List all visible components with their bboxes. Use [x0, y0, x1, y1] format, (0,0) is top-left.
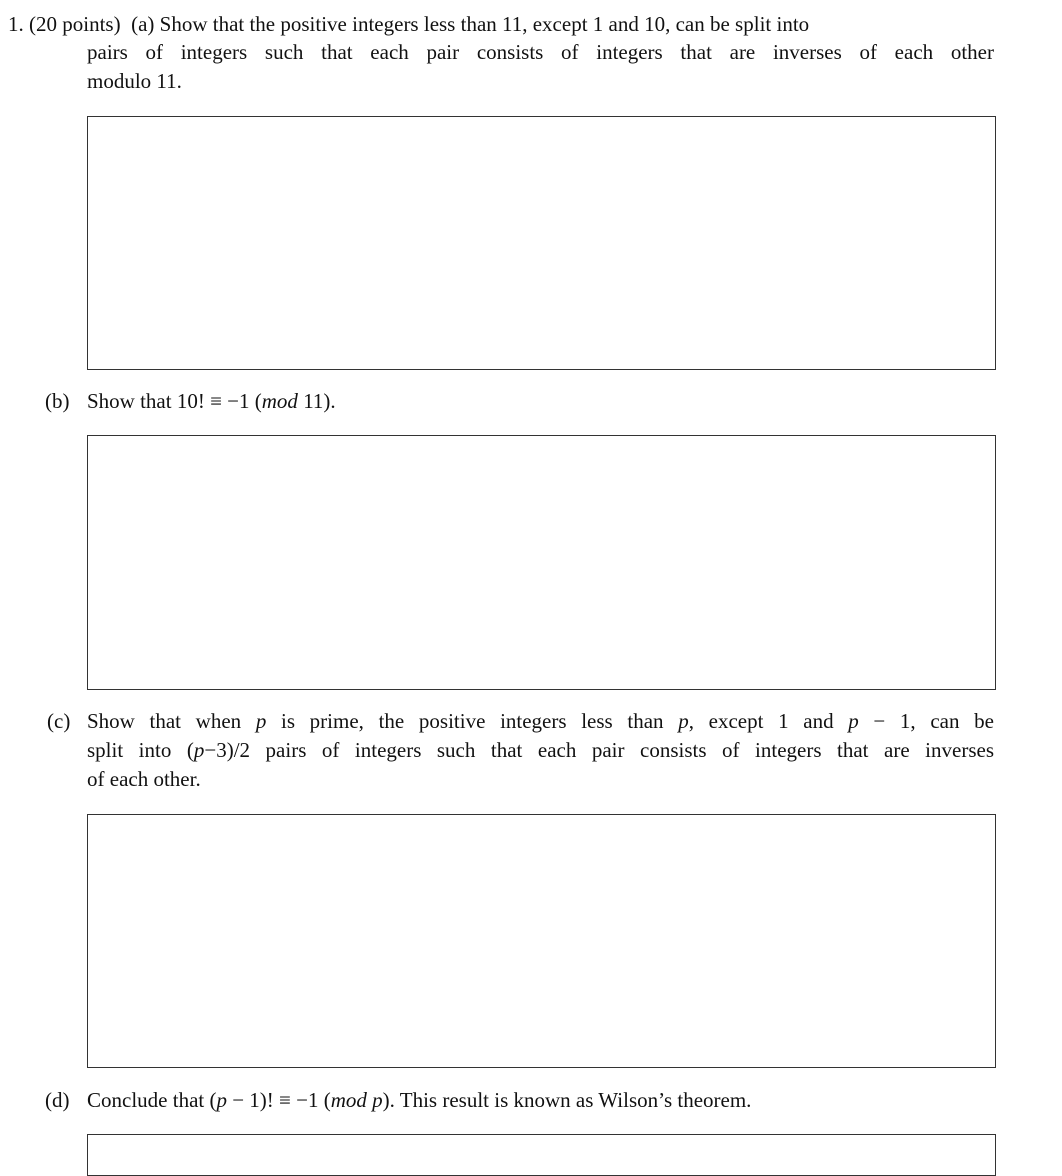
answer-box-c[interactable]	[87, 814, 996, 1068]
problem-points: (20 points)	[29, 12, 121, 36]
part-c-line-3: of each other.	[87, 767, 201, 791]
part-c-line-2	[87, 736, 994, 764]
part-d-text-a: Conclude that (	[87, 1088, 217, 1112]
part-d-var-p-1: p	[216, 1088, 227, 1112]
part-c-line1-c: , except 1 and	[688, 709, 849, 733]
part-c-line-1	[87, 707, 994, 735]
part-c-line2-b: −3)/2 pairs of integers such that each pair consists of integers that are inverses	[204, 738, 994, 762]
part-a-line-2: pairs of integers such that each pair consists of integers that are inverses of each other	[87, 40, 994, 64]
part-a-line-1: Show that the positive integers less than 11, except 1 and 10, can be split into	[159, 12, 810, 36]
answer-box-b[interactable]	[87, 435, 996, 690]
part-c-line2-a: split into (	[87, 738, 194, 762]
part-b-text-post: 11).	[297, 389, 336, 413]
part-d-mod-word: mod	[330, 1088, 367, 1112]
part-b-label: (b)	[45, 389, 70, 413]
part-c-var-p-3: p	[848, 709, 859, 733]
part-c-label: (c)	[47, 709, 71, 733]
part-d-label: (d)	[45, 1088, 70, 1112]
part-c-line1-a: Show that when	[87, 709, 256, 733]
part-b-text-pre: Show that 10! ≡ −1 (	[87, 389, 262, 413]
part-a-label: (a)	[131, 12, 155, 36]
problem-header	[8, 10, 809, 38]
part-c-line1-b: is prime, the positive integers less than	[266, 709, 679, 733]
part-d-var-p-2: p	[372, 1088, 383, 1112]
part-c-var-p-2: p	[678, 709, 689, 733]
part-c-line1-d: − 1, can be	[858, 709, 994, 733]
answer-box-a[interactable]	[87, 116, 996, 370]
part-b-statement	[87, 387, 336, 415]
part-c-var-p-4: p	[193, 738, 205, 762]
part-d-text-b: − 1)! ≡ −1 (	[226, 1088, 331, 1112]
part-c-var-p-1: p	[255, 709, 267, 733]
problem-number: 1.	[8, 12, 24, 36]
part-a-line-3: modulo 11.	[87, 69, 182, 93]
answer-box-d[interactable]	[87, 1134, 996, 1176]
part-d-statement	[87, 1086, 751, 1114]
part-d-text-c: ). This result is known as Wilson’s theorem.	[382, 1088, 752, 1112]
part-b-mod-word: mod	[261, 389, 298, 413]
